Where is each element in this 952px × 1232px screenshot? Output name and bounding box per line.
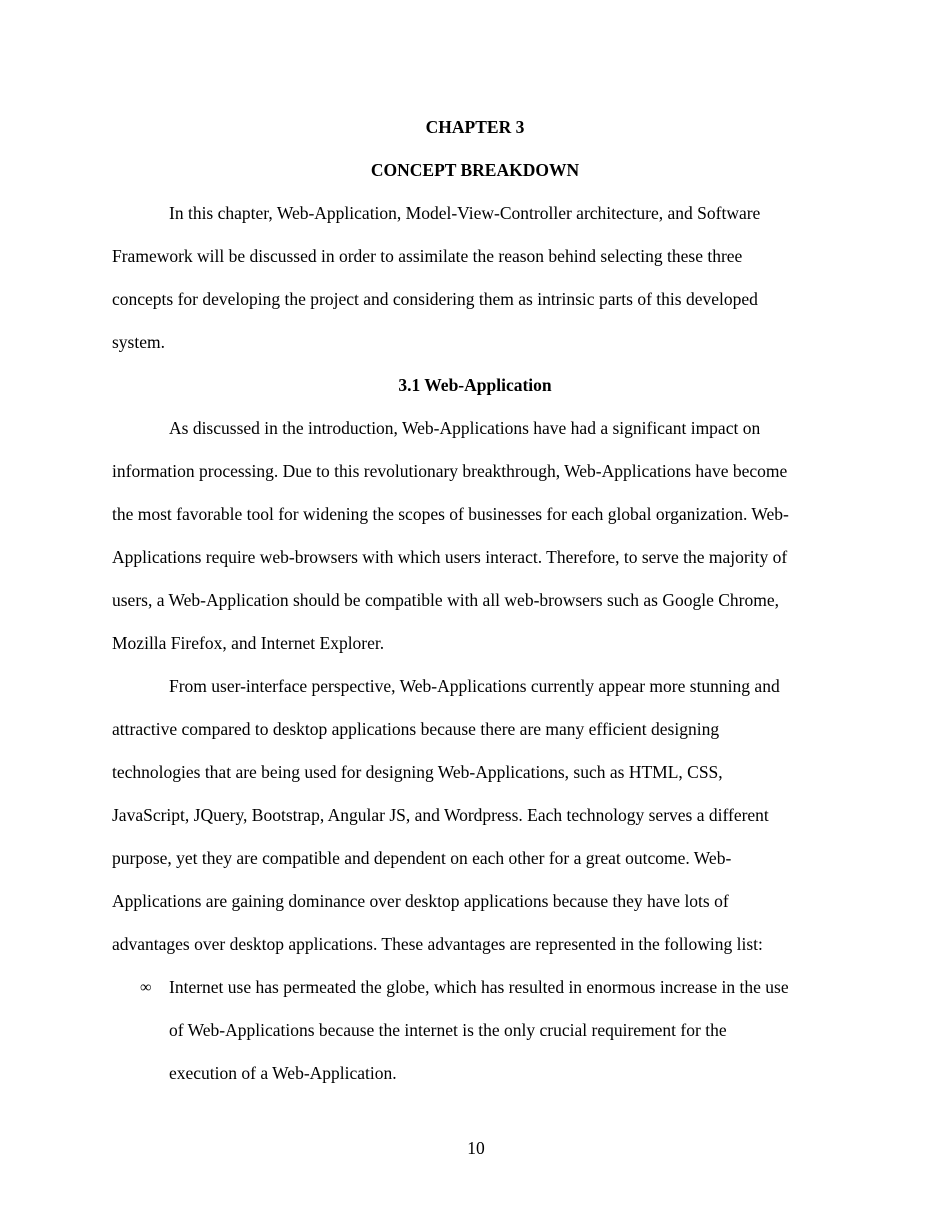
text-line: advantages over desktop applications. These advantages are represented in the following list: — [112, 934, 763, 954]
text-line: system. — [112, 332, 165, 352]
text-line: Applications require web-browsers with which users interact. Therefore, to serve the majority of — [112, 547, 788, 567]
text-line: In this chapter, Web-Application, Model-View-Controller architecture, and Software — [169, 203, 761, 223]
chapter-title: CONCEPT BREAKDOWN — [370, 160, 580, 180]
web-application-paragraph-1 — [112, 407, 838, 665]
advantages-list — [112, 966, 838, 1095]
text-line: From user-interface perspective, Web-Applications currently appear more stunning and — [169, 676, 780, 696]
chapter-label: CHAPTER 3 — [425, 117, 525, 137]
text-line: execution of a Web-Application. — [169, 1063, 397, 1083]
text-line: Internet use has permeated the globe, which has resulted in enormous increase in the use — [169, 977, 789, 997]
text-line: attractive compared to desktop applications because there are many efficient designing — [112, 719, 720, 739]
section-title: 3.1 Web-Application — [398, 375, 552, 395]
text-line: JavaScript, JQuery, Bootstrap, Angular JS, and Wordpress. Each technology serves a different — [112, 805, 769, 825]
text-line: information processing. Due to this revolutionary breakthrough, Web-Applications have become — [112, 461, 788, 481]
infinity-bullet-icon: ∞ — [140, 979, 152, 996]
text-line: concepts for developing the project and considering them as intrinsic parts of this developed — [112, 289, 758, 309]
web-application-paragraph-2 — [112, 665, 838, 966]
text-line: As discussed in the introduction, Web-Applications have had a significant impact on — [169, 418, 761, 438]
text-line: Applications are gaining dominance over desktop applications because they have lots of — [112, 891, 729, 911]
text-line: of Web-Applications because the internet is the only crucial requirement for the — [169, 1020, 727, 1040]
intro-paragraph — [112, 192, 838, 364]
text-line: Mozilla Firefox, and Internet Explorer. — [112, 633, 385, 653]
text-line: Framework will be discussed in order to assimilate the reason behind selecting these three — [112, 246, 743, 266]
page-content — [112, 106, 838, 1095]
text-line: purpose, yet they are compatible and dependent on each other for a great outcome. Web- — [112, 848, 732, 868]
text-line: users, a Web-Application should be compatible with all web-browsers such as Google Chrome, — [112, 590, 780, 610]
list-item — [112, 966, 838, 1095]
page-number: 10 — [467, 1138, 485, 1158]
text-line: technologies that are being used for designing Web-Applications, such as HTML, CSS, — [112, 762, 723, 782]
text-line: the most favorable tool for widening the scopes of businesses for each global organization. Web- — [112, 504, 789, 524]
